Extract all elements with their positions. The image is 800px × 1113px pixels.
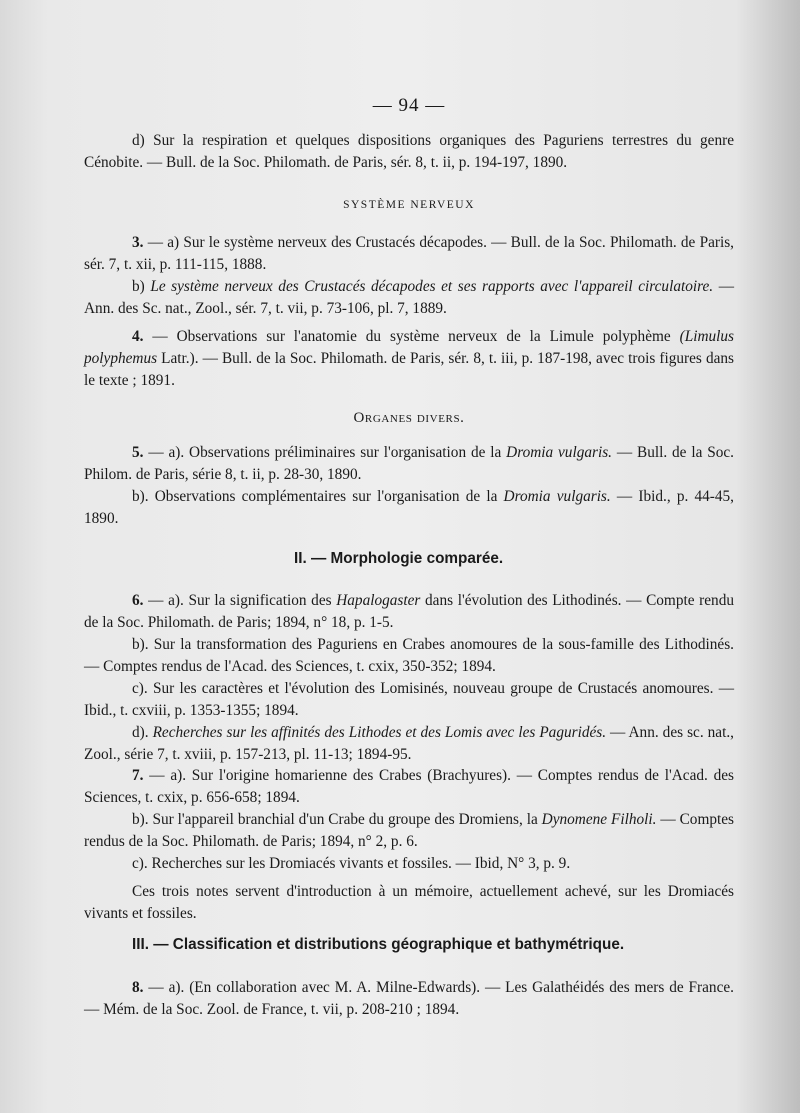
entry-text: Latr.). — Bull. de la Soc. Philomath. de Paris, sér. 8, t. iii, p. 187-198, avec trois figures dans le texte ; 1891. [84,350,734,389]
entry-7 [84,765,734,925]
entry-6 [84,590,734,766]
entry-6b: b). Sur la transformation des Paguriens en Crabes anomoures de la sous-famille des Lithodinés. — Comptes rendus de l'Acad. des Sciences, t. cxix, 350-352; 1894. [84,636,734,675]
section-heading-morphologie: II. — Morphologie comparée. [294,550,504,567]
entry-5a: 5. — a). Observations préliminaires sur l'organisation de la Dromia vulgaris. — Bull. de la Soc. Philom. de Paris, série 8, t. ii, p. 28-30, 1890. [84,444,734,483]
entry-number: 6. [132,592,144,609]
entry-6c: c). Sur les caractères et l'évolution des Lomisinés, nouveau groupe de Crustacés anomoures. — Ibid., t. cxviii, p. 1353-1355; 1894. [84,680,734,719]
entry-4 [84,326,734,392]
entry-text: — Ann. des Sc. nat., Zool., sér. 7, t. vii, p. 73-106, pl. 7, 1889. [84,278,734,317]
entry-7a: 7. — a). Sur l'origine homarienne des Crabes (Brachyures). — Comptes rendus de l'Acad. des Sciences, t. cxix, p. 656-658; 1894. [84,767,734,806]
section-heading-systeme-nerveux: SYSTÈME NERVEUX [343,199,475,211]
entry-number: 3. [132,234,144,251]
paragraph-respiration [84,130,734,174]
page-number: — 94 — [372,95,446,116]
entry-6a: 6. — a). Sur la signification des Hapalogaster dans l'évolution des Lithodinés. — Compte rendu de la Soc. Philomath. de Paris; 1894, n° 18, p. 1-5. [84,592,734,631]
entry-3a [84,232,734,276]
section-heading-classification: III. — Classification et distributions géographique et bathymétrique. [132,936,625,953]
section-heading-organes-divers: Organes divers. [353,410,465,426]
entry-5b: b). Observations complémentaires sur l'organisation de la Dromia vulgaris. — Ibid., p. 44-45, 1890. [84,488,734,527]
paragraph-text: d) Sur la respiration et quelques dispositions organiques des Paguriens terrestres du genre Cénobite. — Bull. de la Soc. Philomath. de Paris, sér. 8, t. ii, p. 194-197, 1890. [84,132,734,171]
entry-title: Le système nerveux des Crustacés décapodes et ses rapports avec l'appareil circulatoire. [150,278,714,295]
entry-text: — Observations sur l'anatomie du système nerveux de la Limule polyphème [143,328,680,345]
entry-3b [84,276,734,320]
entry-5 [84,442,734,530]
entry-number: 4. [132,328,144,345]
entry-label: b) [132,278,151,295]
entry-text: — a) Sur le système nerveux des Crustacés décapodes. — Bull. de la Soc. Philomath. de Paris, sér. 7, t. xii, p. 111-115, 1888. [84,234,734,273]
entry-number: 8. [132,979,144,996]
entry-7-note: Ces trois notes servent d'introduction à un mémoire, actuellement achevé, sur les Dromiacés vivants et fossiles. [84,883,734,922]
entry-3 [84,232,734,320]
entry-7c: c). Recherches sur les Dromiacés vivants et fossiles. — Ibid, N° 3, p. 9. [132,855,571,872]
entry-6d: d). Recherches sur les affinités des Lithodes et des Lomis avec les Paguridés. — Ann. des sc. nat., Zool., série 7, t. xviii, p. 157-213, pl. 11-13; 1894-95. [84,724,734,763]
entry-8: 8. — a). (En collaboration avec M. A. Milne-Edwards). — Les Galathéidés des mers de France. — Mém. de la Soc. Zool. de France, t. vii, p. 208-210 ; 1894. [84,979,734,1018]
entry-number: 5. [132,444,144,461]
entry-species: (Limulus polyphemus [84,328,734,367]
entry-7b: b). Sur l'appareil branchial d'un Crabe du groupe des Dromiens, la Dynomene Filholi. — Comptes rendus de la Soc. Philomath. de Paris; 1894, n° 2, p. 6. [84,811,734,850]
entry-number: 7. [132,767,144,784]
